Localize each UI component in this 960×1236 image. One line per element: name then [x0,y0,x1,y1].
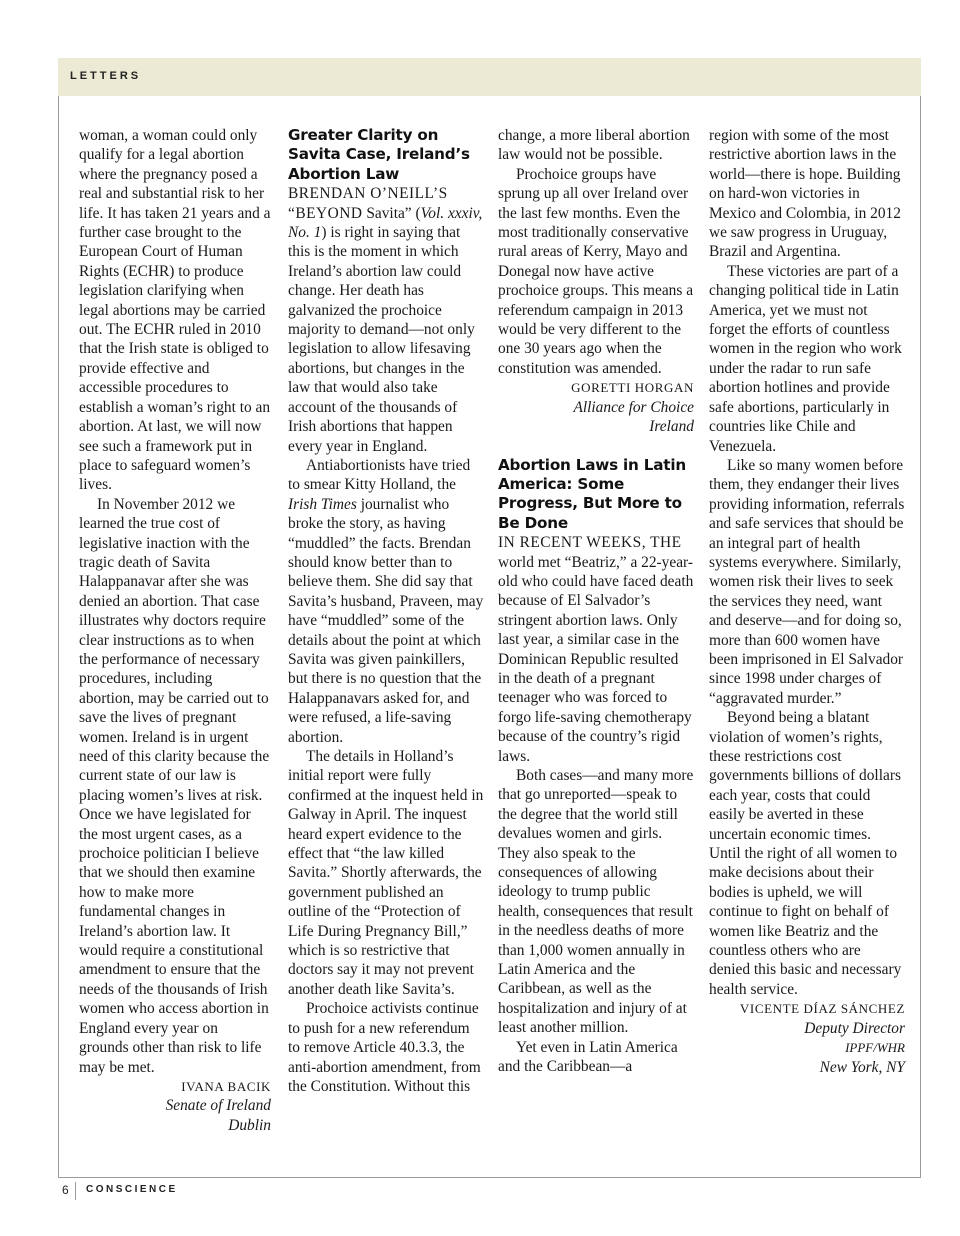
letter2-lead: BRENDAN O’NEILL’S “BEYOND [288,185,448,222]
column-1 [79,126,271,1135]
letter2-paragraph-3: The details in Holland’s initial report were fully confirmed at the inquest held in Galway in April. The inquest heard expert evidence to the effect that “the law killed Savita.” Shortly afterwards, the government published an outline of the “Protection of Life During Pregnancy Bill,” which is so restrictive that doctors say it may not prevent another death like Savita’s. [288,748,484,998]
letter2-paragraph-4: Prochoice activists continue to push for a new referendum to remove Article 40.3.3, the anti-abortion amendment, from the Constitution. Without this [288,1000,481,1095]
footer-divider [75,1182,76,1200]
letter2-text: journalist who broke the story, as having “muddled” the facts. Brendan should know better than to believe them. She did say that Savita’s husband, Praveen, may have “muddled” some of the details about the point at which Savita was given painkillers, but there is no question that the Halappanavars asked for, and were refused, a life-saving abortion. [288,495,484,746]
letter3-paragraph-3: Yet even in Latin America and the Caribbean—a [498,1038,678,1076]
column-4 [709,126,905,1077]
letter3-paragraph-3-cont: region with some of the most restrictive abortion laws in the world—there is hope. Building on hard-won victories in Mexico and Colombia, in 2012 we saw progress in Uruguay, Brazil and Argentina. [709,127,901,261]
magazine-name: CONSCIENCE [86,1184,178,1195]
letter3-paragraph-6: Beyond being a blatant violation of women’s rights, these restrictions cost governments billions of dollars each year, costs that could easily be averted in these uncertain economic times. Until the right of all women to make decisions about their bodies is upheld, we will continue to fight on behalf of women like Beatriz and the countless others who are denied this basic and necessary health service. [709,709,902,998]
letter2-signature-title: Alliance for Choice [573,398,694,416]
section-label: LETTERS [70,70,142,82]
letter2-paragraph-4-cont: change, a more liberal abortion law would not be possible. [498,127,690,164]
column-3 [498,126,694,1077]
letter3-text: world met “Beatriz,” a 22-year-old who could have faced death because of El Salvador’s stringent abortion laws. Only last year, a similar case in the Dominican Republic resulted in the death of a pregnant teenager who was forced to forgo life-saving chemotherapy because of the country’s rigid laws. [498,553,694,765]
letter1-paragraph: In November 2012 we learned the true cost of legislative inaction with the tragic death of Savita Halappanavar after she was denied an abortion. That case illustrates why doctors require clear instructions as to when the performance of necessary procedures, including abortion, may be carried out to save the lives of pregnant women. Ireland is in urgent need of this clarity because the current state of our law is placing women’s lives at risk. Once we have legislated for the most urgent cases, as a prochoice politician I believe that we should then examine how to make more fundamental changes in Ireland’s abortion law. It would require a constitutional amendment to ensure that the needs of the thousands of Irish women who access abortion in England every year on grounds other than risk to life may be met. [79,495,270,1076]
section-header-band [58,58,921,96]
letter1-signature-location: Dublin [228,1116,271,1134]
letter2-text: Savita” ( [366,204,421,222]
letter3-signature-title: Deputy Director [804,1019,905,1037]
letter2-signature-location: Ireland [649,418,694,436]
letter3-paragraph-5: Like so many women before them, they endanger their lives providing information, referrals and safe services that should be an integral part of health systems everywhere. Similarly, women risk their lives to seek the services they need, want and deserve—and for doing so, more than 600 women have been imprisoned in El Salvador since 1998 under charges of “aggravated murder.” [709,456,905,707]
letter3-signature-org: IPPF/WHR [845,1040,905,1056]
letter3-signature-location: New York, NY [819,1058,905,1076]
letter2-title: Greater Clarity on Savita Case, Ireland’s Abortion Law [288,126,470,183]
column-2 [288,126,484,1096]
newspaper-name: Irish Times [288,495,357,513]
letter3-signature-name: VICENTE DÍAZ SÁNCHEZ [739,1001,905,1017]
letter3-title: Abortion Laws in Latin America: Some Progress, But More to Be Done [498,455,686,532]
letter3-lead: IN RECENT WEEKS, THE [498,534,682,552]
page-number: 6 [62,1183,69,1197]
letter3-paragraph-1 [498,533,694,766]
letter1-signature-name: IVANA BACIK [181,1078,271,1094]
letter2-paragraph-5: Prochoice groups have sprung up all over Ireland over the last few months. Even the most traditionally conservative rural areas of Kerry, Mayo and Donegal now have active prochoice groups. This means a referendum campaign in 2013 would be very different to the one 30 years ago when the constitution was amended. [498,165,694,377]
letter2-paragraph-1 [288,184,484,456]
letter3-paragraph-4: These victories are part of a changing political tide in Latin America, yet we must not forget the efforts of countless women in the region who work under the radar to run safe abortion hotlines and provide safe abortions, particularly in countries like Chile and Venezuela. [709,262,902,455]
letter1-paragraph: woman, a woman could only qualify for a legal abortion where the pregnancy posed a real and substantial risk to her life. It has taken 21 years and a further case brought to the European Court of Human Rights (ECHR) to produce legislation clarifying when legal abortions may be carried out. The ECHR ruled in 2010 that the Irish state is obliged to provide effective and accessible procedures to establish a woman’s right to an abortion. At last, we will now see such a framework put in place to safeguard women’s lives. [79,127,271,494]
letter2-signature-name: GORETTI HORGAN [571,380,694,396]
letter3-paragraph-2: Both cases—and many more that go unreported—speak to the degree that the world still devalues women and girls. They also speak to the consequences of allowing ideology to trump public health, consequences that result in the needless deaths of more than 1,000 women annually in Latin America and the Caribbean, as well as the hospitalization and injury of at least another million. [498,767,694,1037]
letter2-paragraph-2 [288,456,484,747]
letter2-text: ) is right in saying that this is the moment in which Ireland’s abortion law could change. Her death has galvanized the prochoice majority to demand—not only legislation to allow lifesaving abortions, but changes in the law that would also take account of the thousands of Irish abortions that happen every year in England. [288,224,475,455]
citation: Vol. xxxiv, No. 1 [288,204,483,242]
letter1-signature-title: Senate of Ireland [165,1097,271,1115]
letter2-text: Antiabortionists have tried to smear Kitty Holland, the [288,456,471,494]
